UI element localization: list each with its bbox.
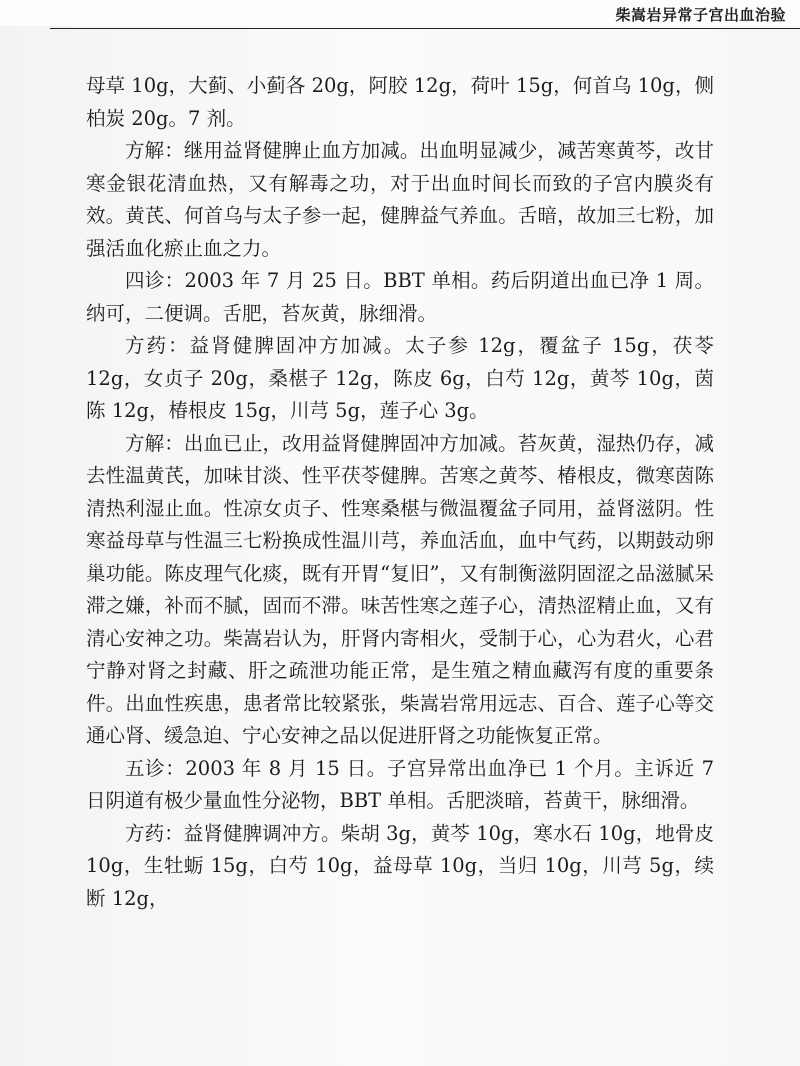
paragraph-prescription-5: 方药：益肾健脾调冲方。柴胡 3g，黄芩 10g，寒水石 10g，地骨皮 10g，生牡蛎 15g，白芍 10g，益母草 10g，当归 10g，川芎 5g，续断 12g， — [86, 821, 714, 910]
paragraph-fourth-visit: 四诊：2003 年 7 月 25 日。BBT 单相。药后阴道出血已净 1 周。纳可，二便调。舌肥，苔灰黄，脉细滑。 — [86, 269, 714, 325]
paragraph-prescription-continued: 母草 10g，大蓟、小蓟各 20g，阿胶 12g，荷叶 15g，何首乌 10g，侧柏炭 20g。7 剂。 — [86, 74, 714, 130]
running-header-title: 柴嵩岩异常子宫出血治验 — [615, 6, 786, 24]
paragraph-prescription-4: 方药：益肾健脾固冲方加减。太子参 12g，覆盆子 15g，茯苓 12g，女贞子 20g，桑椹子 12g，陈皮 6g，白芍 12g，黄芩 10g，茵陈 12g，椿根皮 15g，川芎 5g，莲子心 3g。 — [86, 334, 714, 422]
page-body — [86, 70, 714, 915]
paragraph-fifth-visit: 五诊：2003 年 8 月 15 日。子宫异常出血净已 1 个月。主诉近 7 日阴道有极少量血性分泌物，BBT 单相。舌肥淡暗，苔黄干，脉细滑。 — [86, 756, 714, 812]
paragraph-formula-analysis-3: 方解：继用益肾健脾止血方加减。出血明显减少，减苦寒黄芩，改甘寒金银花清血热，又有解毒之功，对于出血时间长而致的子宫内膜炎有效。黄芪、何首乌与太子参一起，健脾益气养血。舌暗，故加三七粉，加强活血化瘀止血之力。 — [86, 139, 714, 260]
paragraph-formula-analysis-4: 方解：出血已止，改用益肾健脾固冲方加减。苔灰黄，湿热仍存，减去性温黄芪，加味甘淡、性平茯苓健脾。苦寒之黄芩、椿根皮，微寒茵陈清热利湿止血。性凉女贞子、性寒桑椹与微温覆盆子同用，益肾滋阴。性寒益母草与性温三七粉换成性温川芎，养血活血，血中气药，以期鼓动卵巢功能。陈皮理气化痰，既有开胃“复旧”，又有制衡滋阴固涩之品滋腻呆滞之嫌，补而不腻，固而不滞。味苦性寒之莲子心，清热涩精止血，又有清心安神之功。柴嵩岩认为，肝肾内寄相火，受制于心，心为君火，心君宁静对肾之封藏、肝之疏泄功能正常，是生殖之精血藏泻有度的重要条件。出血性疾患，患者常比较紧张，柴嵩岩常用远志、百合、莲子心等交通心肾、缓急迫、宁心安神之品以促进肝肾之功能恢复正常。 — [86, 431, 714, 747]
header-rule — [50, 28, 800, 29]
